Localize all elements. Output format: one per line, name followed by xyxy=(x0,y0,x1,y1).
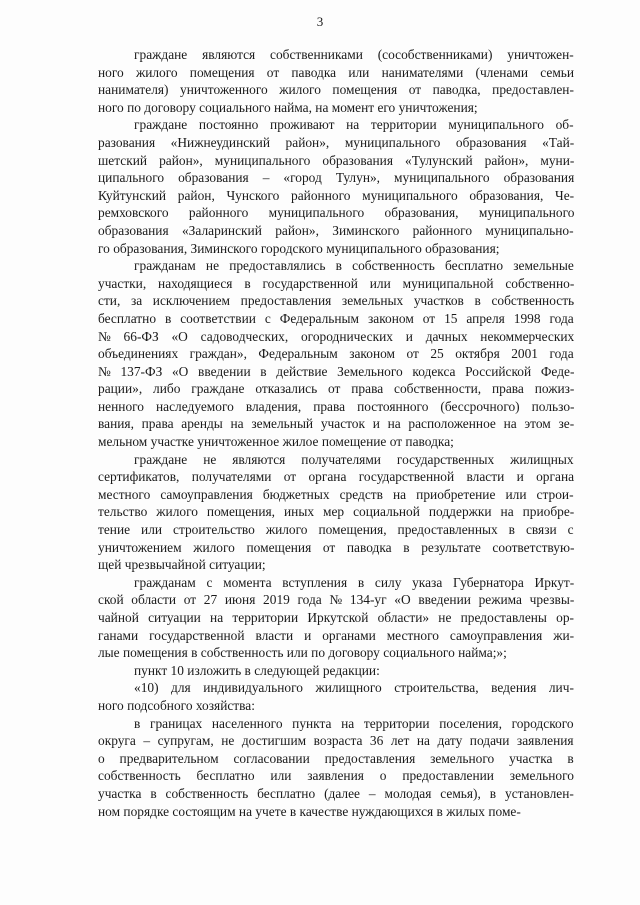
text-line: участки, находящиеся в государственной или муниципальной собственно- xyxy=(98,275,575,291)
text-line: шетский район», муниципального образования «Тулунский район», муни- xyxy=(98,152,575,168)
text-line: ненного наследуемого владения, права постоянного (бессрочного) пользо- xyxy=(98,398,575,414)
text-line: ципального образования – «город Тулун», муниципального образования xyxy=(98,170,575,186)
text-line: «10) для индивидуального жилищного строительства, ведения лич- xyxy=(134,680,574,696)
text-line: рации», либо граждане отказались от права собственности, права пожиз- xyxy=(98,381,575,397)
text-line: ного жилого помещения от паводка или нанимателями (членами семьи xyxy=(98,64,575,80)
text-line: участка в собственность бесплатно (далее – молодая семья), в установлен- xyxy=(98,785,574,801)
text-line: граждане не являются получателями государственных жилищных xyxy=(134,451,574,467)
text-line: округа – супругам, не достигшим возраста 36 лет на дату подачи заявления xyxy=(98,733,574,749)
text-line: мельном участке уничтоженное жилое помещение от паводка; xyxy=(98,434,454,450)
text-line: ремховского районного муниципального образования, муниципального xyxy=(98,205,575,221)
text-line: ного подсобного хозяйства: xyxy=(98,697,255,713)
paragraph xyxy=(98,679,574,714)
paragraph xyxy=(98,574,574,662)
text-line: о предварительном согласовании предоставления земельного участка в xyxy=(98,750,574,766)
paragraph xyxy=(98,46,574,116)
paragraph xyxy=(98,257,574,451)
text-line: местного самоуправления бюджетных средств на приобретение или строи- xyxy=(98,486,574,502)
text-line: ного по договору социального найма, на момент его уничтожения; xyxy=(98,99,478,115)
text-line: ганами государственной власти и органами местного самоуправления жи- xyxy=(98,627,575,643)
text-line: нанимателя) уничтоженного жилого помещения от паводка, предоставлен- xyxy=(98,82,574,98)
text-line: го образования, Зиминского городского муниципального образования; xyxy=(98,240,500,256)
text-line: гражданам не предоставлялись в собственность бесплатно земельные xyxy=(134,258,574,274)
text-line: уничтожением жилого помещения от паводка в результате соответствую- xyxy=(98,539,575,555)
text-line: № 66-ФЗ «О садоводческих, огороднических и дачных некоммерческих xyxy=(98,328,575,344)
text-line: разования «Нижнеудинский район», муниципального образования «Тай- xyxy=(98,134,575,150)
paragraph xyxy=(98,116,574,257)
page-number: 3 xyxy=(316,14,324,29)
text-line: тельство жилого помещения, иных мер социальной поддержки на приобре- xyxy=(98,504,575,520)
text-line: чайной ситуации на территории Иркутской области» не предоставлены ор- xyxy=(98,610,575,625)
text-line: Куйтунский район, Чунского районного муниципального образования, Че- xyxy=(98,187,575,203)
text-line: № 137-ФЗ «О введении в действие Земельного кодекса Российской Феде- xyxy=(98,363,575,379)
text-line: образования «Заларинский район», Зиминского районного муниципально- xyxy=(98,222,574,238)
text-line: бесплатно в соответствии с Федеральным законом от 15 апреля 1998 года xyxy=(98,310,574,326)
text-line: сти, за исключением предоставления земельных участков в собственность xyxy=(98,293,575,309)
text-line: тение или строительство жилого помещения, предоставленных в связи с xyxy=(98,522,574,538)
text-line: ской области от 27 июня 2019 года № 134-уг «О введении режима чрезвы- xyxy=(98,592,575,608)
text-line: сертификатов, получателями от органа государственной власти и органа xyxy=(98,469,575,485)
paragraph xyxy=(98,662,574,680)
text-line: в границах населенного пункта на территории поселения, городского xyxy=(134,715,574,731)
text-line: граждане являются собственниками (сособственниками) уничтожен- xyxy=(134,47,574,62)
text-line: вания, права аренды на земельный участок и на расположенное на этом зе- xyxy=(98,416,575,432)
document-body xyxy=(98,46,574,820)
paragraph xyxy=(98,715,574,821)
text-line: гражданам с момента вступления в силу указа Губернатора Иркут- xyxy=(134,574,575,590)
text-line: щей чрезвычайной ситуации; xyxy=(98,557,266,573)
text-line: ном порядке состоящим на учете в качестве нуждающихся в жилых поме- xyxy=(98,803,521,819)
text-line: объединениях граждан», Федеральным законом от 25 октября 2001 года xyxy=(98,346,574,362)
text-line: собственность бесплатно или заявления о предоставлении земельного xyxy=(98,768,574,784)
text-line: пункт 10 изложить в следующей редакции: xyxy=(134,662,380,678)
text-line: лые помещения в собственность или по договору социального найма;»; xyxy=(98,645,507,661)
text-line: граждане постоянно проживают на территории муниципального об- xyxy=(134,117,574,133)
paragraph xyxy=(98,451,574,574)
